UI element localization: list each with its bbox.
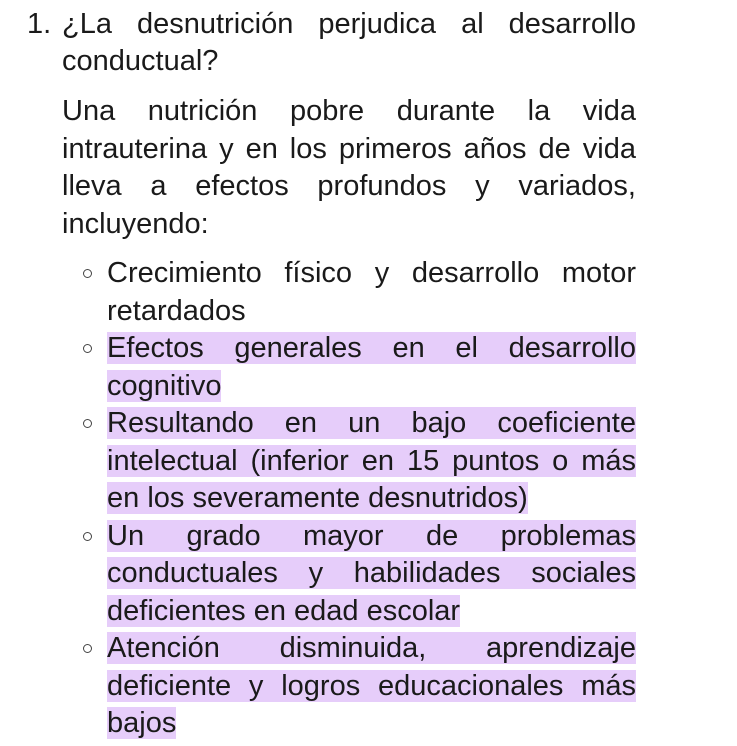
- question-number: 1.: [27, 8, 52, 40]
- hollow-circle-bullet-icon: [83, 644, 92, 653]
- list-item: [107, 630, 636, 743]
- list-item: [107, 330, 636, 405]
- list-item: [107, 255, 636, 330]
- question-title: ¿La desnutrición perjudica al desarrollo conductual?: [62, 8, 636, 77]
- hollow-circle-bullet-icon: [83, 269, 92, 278]
- highlighted-list-item-text: Atención disminuida, aprendizaje deficiente y logros educacionales más bajos: [107, 632, 636, 739]
- highlighted-list-item-text: Un grado mayor de problemas conductuales y habilidades sociales deficientes en edad escolar: [107, 519, 636, 627]
- highlighted-list-item-text: Resultando en un bajo coeficiente intelectual (inferior en 15 puntos o más en los severamente desnutridos): [107, 407, 636, 514]
- list-item: [107, 405, 636, 518]
- hollow-circle-bullet-icon: [83, 532, 92, 541]
- list-item: [107, 518, 636, 631]
- intro-paragraph: Una nutrición pobre durante la vida intrauterina y en los primeros años de vida lleva a efectos profundos y variados, incluyendo:: [62, 95, 636, 240]
- hollow-circle-bullet-icon: [83, 419, 92, 428]
- hollow-circle-bullet-icon: [83, 344, 92, 353]
- highlighted-list-item-text: Efectos generales en el desarrollo cognitivo: [107, 332, 636, 402]
- list-item-text: Crecimiento físico y desarrollo motor retardados: [107, 257, 636, 327]
- bullet-list: [107, 255, 636, 743]
